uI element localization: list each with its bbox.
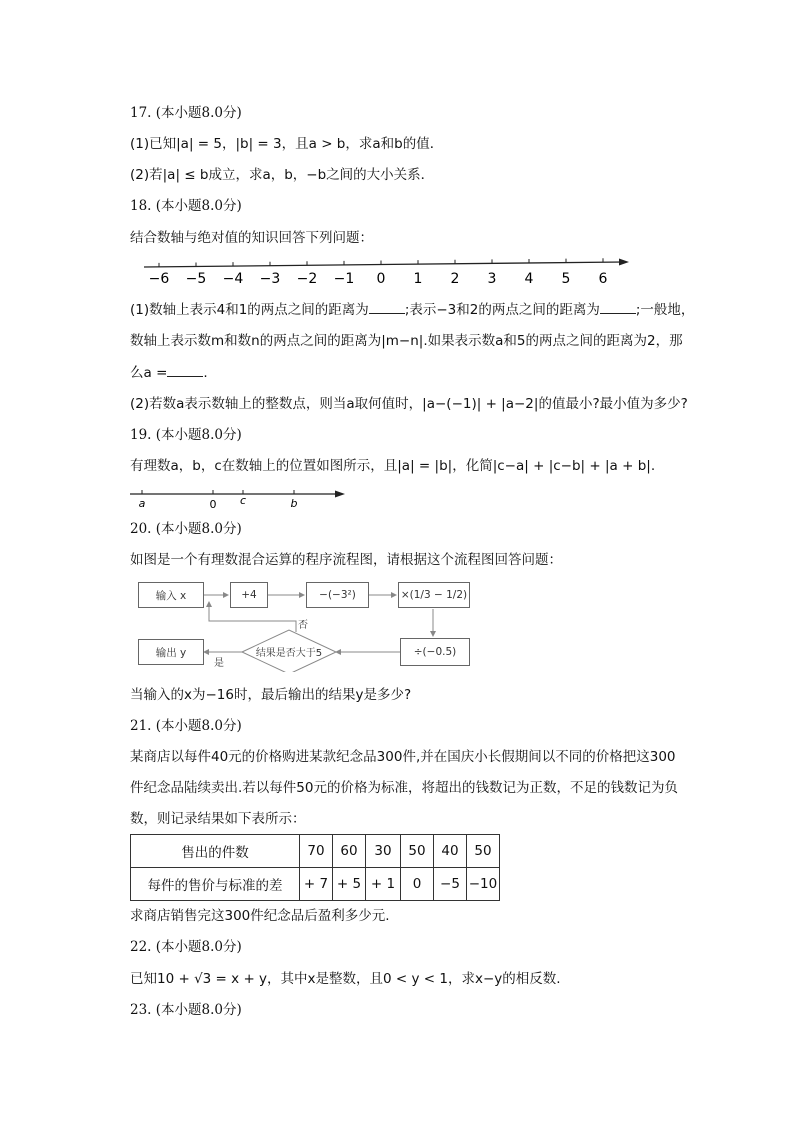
number-line-tick-label: −3 [259,271,281,287]
label-0: 0 [209,498,217,511]
question-18-header: 18. (本小题8.0分) [130,198,242,214]
sales-table [130,834,500,901]
flow-divide-box: ÷(−0.5) [400,638,470,666]
number-line-tick-label: −2 [296,271,318,287]
flow-label-yes: 是 [214,658,224,669]
number-line-tick-label: 4 [524,271,534,287]
question-21-line1: 某商店以每件40元的价格购进某款纪念品300件,并在国庆小长假期间以不同的价格把这300 [130,749,676,765]
flow-minus-box: −(−3²) [306,582,369,608]
label-c: c [239,494,247,507]
question-21-header: 21. (本小题8.0分) [130,718,242,734]
table-cell: + 7 [300,868,333,901]
question-19-text: 有理数a，b，c在数轴上的位置如图所示，且|a| = |b|，化简|c−a| + |c−b| + |a + b|. [130,458,656,474]
question-18-part1-line3: 么a = . [130,365,208,381]
question-21-line2: 件纪念品陆续卖出.若以每件50元的价格为标准，将超出的钱数记为正数，不足的钱数记为负 [130,780,678,796]
number-line-tick-label: 0 [376,271,386,287]
table-cell: 40 [434,835,467,868]
answer-blank-2[interactable] [600,301,636,314]
table-row-label: 每件的售价与标准的差 [131,868,300,901]
question-18-part1-line1: (1)数轴上表示4和1的两点之间的距离为 ;表示−3和2的两点之间的距离为 ;一般地， [130,302,695,318]
question-21-line3: 数，则记录结果如下表所示： [130,811,306,827]
flow-multiply-box: ×(1/3 − 1/2) [398,582,470,608]
table-cell: 70 [300,835,333,868]
question-18-intro: 结合数轴与绝对值的知识回答下列问题： [130,230,373,246]
number-line-tick-label: 5 [561,271,571,287]
answer-blank-1[interactable] [369,301,405,314]
answer-blank-3[interactable] [167,364,203,377]
flow-output-box: 输出 y [138,639,204,665]
table-cell: + 5 [333,868,366,901]
table-cell: 50 [401,835,434,868]
table-cell: 30 [366,835,401,868]
question-20-question: 当输入的x为−16时，最后输出的结果y是多少? [130,687,412,703]
table-cell: 60 [333,835,366,868]
question-23-header: 23. (本小题8.0分) [130,1002,242,1018]
table-cell: 0 [401,868,434,901]
question-20-header: 20. (本小题8.0分) [130,521,242,537]
question-21-question: 求商店销售完这300件纪念品后盈利多少元. [130,908,390,924]
label-a: a [138,497,146,510]
question-17-part2: (2)若|a| ≤ b成立，求a，b，−b之间的大小关系． [130,167,435,183]
question-20-intro: 如图是一个有理数混合运算的程序流程图，请根据这个流程图回答问题： [130,552,562,568]
question-22-text: 已知10 + √3 = x + y，其中x是整数，且0 < y < 1，求x−y的相反数. [130,971,561,987]
number-line-18 [140,258,635,290]
flowchart [136,580,476,672]
question-18-part1-line2: 数轴上表示数m和数n的两点之间的距离为|m−n|.如果表示数a和5的两点之间的距离为2，那 [130,333,683,349]
table-row-label: 售出的件数 [131,835,300,868]
number-line-tick-label: 3 [487,271,497,287]
label-b: b [290,497,298,510]
number-line-tick-label: −6 [148,271,170,287]
table-cell: −10 [467,868,500,901]
flow-label-no: 否 [298,620,308,631]
number-line-tick-label: −5 [185,271,207,287]
flow-input-box: 输入 x [138,582,204,608]
number-line-19 [128,485,350,511]
number-line-tick-label: −4 [222,271,244,287]
flow-plus4-box: +4 [230,582,268,608]
flow-decision-label: 结果是否大于5 [255,648,323,659]
question-18-part2: (2)若数a表示数轴上的整数点，则当a取何值时，|a−(−1)| + |a−2|的值最小?最小值为多少? [130,396,688,412]
table-cell: −5 [434,868,467,901]
question-17-header: 17. (本小题8.0分) [130,105,242,121]
question-17-part1: (1)已知|a| = 5，|b| = 3，且a > b，求a和b的值． [130,136,444,152]
number-line-tick-label: 6 [598,271,608,287]
number-line-tick-label: −1 [333,271,355,287]
table-cell: 50 [467,835,500,868]
number-line-tick-label: 2 [450,271,460,287]
question-19-header: 19. (本小题8.0分) [130,427,242,443]
table-row [131,868,500,901]
table-row [131,835,500,868]
number-line-tick-label: 1 [413,271,423,287]
question-22-header: 22. (本小题8.0分) [130,939,242,955]
table-cell: + 1 [366,868,401,901]
